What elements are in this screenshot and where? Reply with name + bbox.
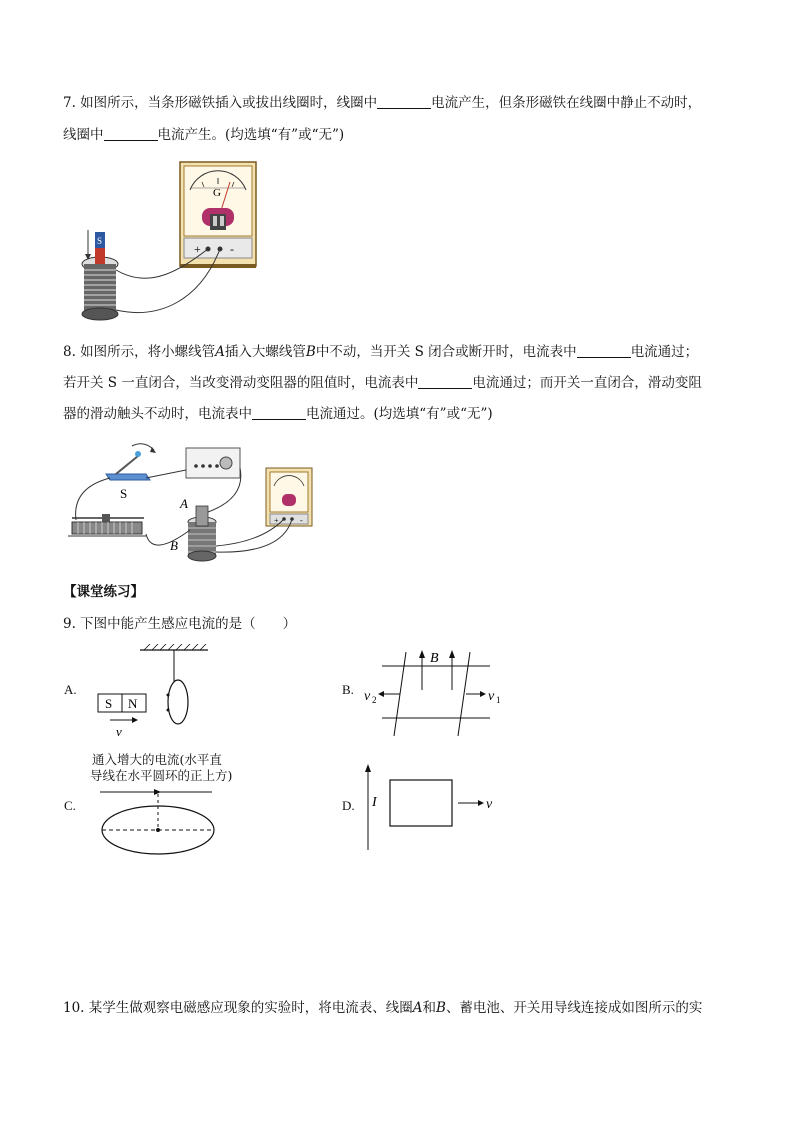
q8-line-3: 器的滑动触头不动时，电流表中 电流通过。(均选填“有”或“无”)	[63, 406, 493, 422]
galvanometer	[180, 162, 256, 268]
q7-line-1: 7. 如图所示，当条形磁铁插入或拔出线圈时，线圈中 电流产生，但条形磁铁在线圈中静止不动时，	[63, 95, 702, 111]
svg-text:1: 1	[496, 695, 501, 705]
galvanometer-letter: G	[213, 187, 221, 199]
q9-option-c-letter[interactable]: C.	[64, 798, 76, 813]
arrow-left-icon	[378, 691, 384, 697]
svg-text:I: I	[372, 795, 377, 810]
q8-blank-2[interactable]	[418, 374, 472, 389]
svg-text:+: +	[274, 516, 279, 525]
q7-blank-2[interactable]	[104, 126, 158, 141]
q7-line-2: 线圈中 电流产生。(均选填“有”或“无”)	[63, 127, 345, 143]
current-arrow-icon	[365, 764, 371, 772]
q9-stem: 9. 下图中能产生感应电流的是（ ）	[63, 616, 297, 632]
hanging-ring	[168, 680, 188, 724]
field-arrow-icon	[419, 650, 425, 658]
q7-blank-1[interactable]	[377, 94, 431, 109]
field-arrow-icon	[449, 650, 455, 658]
q9-option-c-figure[interactable]	[96, 786, 236, 862]
q9-option-d-figure[interactable]	[362, 762, 502, 854]
q8-blank-1[interactable]	[577, 343, 631, 358]
q8-blank-3[interactable]	[252, 405, 306, 420]
section-title: 【课堂练习】	[63, 584, 144, 600]
svg-text:v: v	[364, 689, 371, 704]
arrow-right-icon	[132, 717, 138, 723]
coil	[82, 257, 118, 320]
svg-text:-: -	[300, 516, 303, 525]
bar-magnet	[85, 230, 105, 264]
svg-text:S: S	[105, 696, 113, 711]
rheostat	[68, 514, 146, 536]
svg-text:v: v	[488, 689, 495, 704]
svg-text:v: v	[486, 797, 493, 812]
q9-option-a-figure[interactable]	[92, 644, 212, 740]
q9-option-d-letter[interactable]: D.	[342, 798, 355, 813]
q10-line-1: 10. 某学生做观察电磁感应现象的实验时，将电流表、线圈A和B、蓄电池、开关用导线连接成如图所示的实	[63, 1000, 703, 1016]
arrow-right-icon	[480, 691, 486, 697]
q7-figure	[70, 160, 270, 326]
ammeter	[266, 468, 312, 526]
coil-a-label: A	[180, 496, 188, 511]
svg-text:N: N	[128, 696, 138, 711]
power-supply	[186, 448, 240, 478]
q8-line-1: 8. 如图所示，将小螺线管A插入大螺线管B中不动，当开关 S 闭合或断开时，电流表中 电流通过；	[63, 344, 699, 360]
switch-label: S	[120, 486, 128, 501]
svg-text:B: B	[430, 651, 439, 666]
coils-a-b	[170, 496, 216, 561]
q8-figure	[62, 438, 322, 570]
q9-option-a-letter[interactable]: A.	[64, 682, 77, 697]
switch	[106, 444, 156, 501]
coil-b-label: B	[170, 538, 178, 553]
svg-text:+: +	[194, 242, 201, 256]
q9-option-c-caption: 通入增大的电流(水平直 导线在水平圆环的正上方)	[90, 752, 233, 783]
q8-line-2: 若开关 S 一直闭合，当改变滑动变阻器的阻值时，电流表中 电流通过；而开关一直闭合，滑动变阻	[63, 375, 702, 391]
q9-option-b-letter[interactable]: B.	[342, 682, 354, 697]
q9-option-b-figure[interactable]	[362, 644, 512, 740]
svg-text:2: 2	[372, 695, 377, 705]
rect-loop	[390, 780, 452, 826]
svg-text:S: S	[97, 236, 103, 246]
svg-text:-: -	[230, 242, 234, 256]
arrow-right-icon	[478, 800, 484, 806]
svg-text:v: v	[116, 724, 122, 739]
